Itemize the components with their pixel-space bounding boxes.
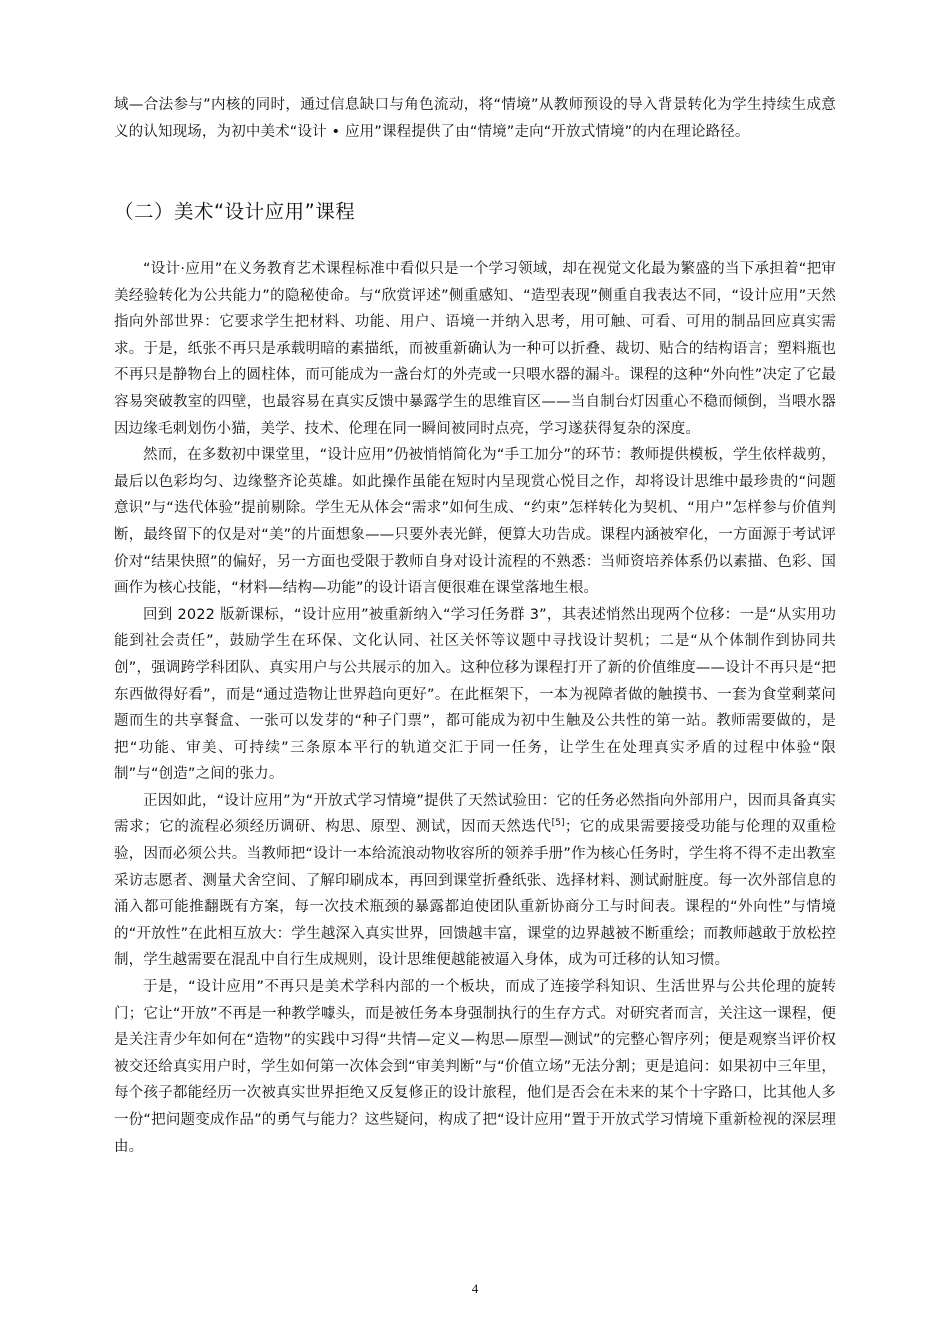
- paragraph-1: “设计·应用”在义务教育艺术课程标准中看似只是一个学习领域，却在视觉文化最为繁盛的当下承担着“把审美经验转化为公共能力”的隐秘使命。与“欣赏评述”侧重感知、“造型表现”侧重自我表达不同，“设计应用”天然指向外部世界：它要求学生把材料、功能、用户、语境一并纳入思考，用可触、可看、可用的制品回应真实需求。于是，纸张不再只是承载明暗的素描纸，而被重新确认为一种可以折叠、裁切、贴合的结构语言；塑料瓶也不再只是静物台上的圆柱体，而可能成为一盏台灯的外壳或一只喂水器的漏斗。课程的这种“外向性”决定了它最容易突破教室的四壁，也最容易在真实反馈中暴露学生的思维盲区——当自制台灯因重心不稳而倾倒，当喂水器因边缘毛刺划伤小猫，美学、技术、伦理在同一瞬间被同时点亮，学习遂获得复杂的深度。: [114, 261, 836, 437]
- citation-superscript: [5]: [551, 818, 565, 829]
- paragraph-5: 于是，“设计应用”不再只是美术学科内部的一个板块，而成了连接学科知识、生活世界与公共伦理的旋转门；它让“开放”不再是一种教学噱头，而是被任务本身强制执行的生存方式。对研究者而言，关注这一课程，便是关注青少年如何在“造物”的实践中习得“共情—定义—构思—原型—测试”的完整心智序列；便是观察当评价权被交还给真实用户时，学生如何第一次体会到“审美判断”与“价值立场”无法分割；更是追问：如果初中三年里，每个孩子都能经历一次被真实世界拒绝又反复修正的设计旅程，他们是否会在未来的某个十字路口，比其他人多一份“把问题变成作品”的勇气与能力？这些疑问，构成了把“设计应用”置于开放式学习情境下重新检视的深层理由。: [114, 979, 836, 1155]
- intro-paragraph: 域—合法参与”内核的同时，通过信息缺口与角色流动，将“情境”从教师预设的导入背景转化为学生持续生成意义的认知现场，为初中美术“设计 • 应用”课程提供了由“情境”走向“开放式情境”的内在理论路径。: [114, 97, 836, 140]
- page-number: 4: [471, 1281, 479, 1296]
- paragraph-4-text-a: 正因如此，“设计应用”为“开放式学习情境”提供了天然试验田：它的任务必然指向外部用户，因而具备真实需求；它的流程必须经历调研、构思、原型、测试，因而天然迭代: [114, 792, 836, 836]
- paragraph-2: 然而，在多数初中课堂里，“设计应用”仍被悄悄简化为“手工加分”的环节：教师提供模板，学生依样裁剪，最后以色彩均匀、边缘整齐论英雄。如此操作虽能在短时内呈现赏心悦目之作，却将设计思维中最珍贵的“问题意识”与“迭代体验”提前剔除。学生无从体会“需求”如何生成、“约束”怎样转化为契机、“用户”怎样参与价值判断，最终留下的仅是对“美”的片面想象——只要外表光鲜，便算大功告成。课程内涵被窄化，一方面源于考试评价对“结果快照”的偏好，另一方面也受限于教师自身对设计流程的不熟悉：当师资培养体系仍以素描、色彩、国画作为核心技能，“材料—结构—功能”的设计语言便很难在课堂落地生根。: [114, 447, 836, 597]
- section-heading: （二）美术“设计应用”课程: [114, 200, 356, 223]
- section-body: [114, 256, 836, 1160]
- paragraph-3: 回到 2022 版新课标，“设计应用”被重新纳入“学习任务群 3”，其表述悄然出现两个位移：一是“从实用功能到社会责任”，鼓励学生在环保、文化认同、社区关怀等议题中寻找设计契机；二是“从个体制作到协同共创”，强调跨学科团队、真实用户与公共展示的加入。这种位移为课程打开了新的价值维度——设计不再只是“把东西做得好看”，而是“通过造物让世界趋向更好”。在此框架下，一本为视障者做的触摸书、一套为食堂剩菜问题而生的共享餐盒、一张可以发芽的“种子门票”，都可能成为初中生触及公共性的第一站。教师需要做的，是把“功能、审美、可持续”三条原本平行的轨道交汇于同一任务，让学生在处理真实矛盾的过程中体验“限制”与“创造”之间的张力。: [114, 606, 836, 783]
- paragraph-4-text-b: ；它的成果需要接受功能与伦理的双重检验，因而必须公共。当教师把“设计一本给流浪动物收容所的领养手册”作为核心任务时，学生将不得不走出教室采访志愿者、测量犬舍空间、了解印刷成本，再回到课堂折叠纸张、选择材料、测试耐脏度。每一次外部信息的涌入都可能推翻既有方案，每一次技术瓶颈的暴露都迫使团队重新协商分工与时间表。课程的“外向性”与情境的“开放性”在此相互放大：学生越深入真实世界，回馈越丰富，课堂的边界越被不断重绘；而教师越敢于放松控制，学生越需要在混乱中自行生成规则，设计思维便越能被逼入身体，成为可迁移的认知习惯。: [114, 819, 836, 969]
- paragraph-4: [114, 788, 836, 974]
